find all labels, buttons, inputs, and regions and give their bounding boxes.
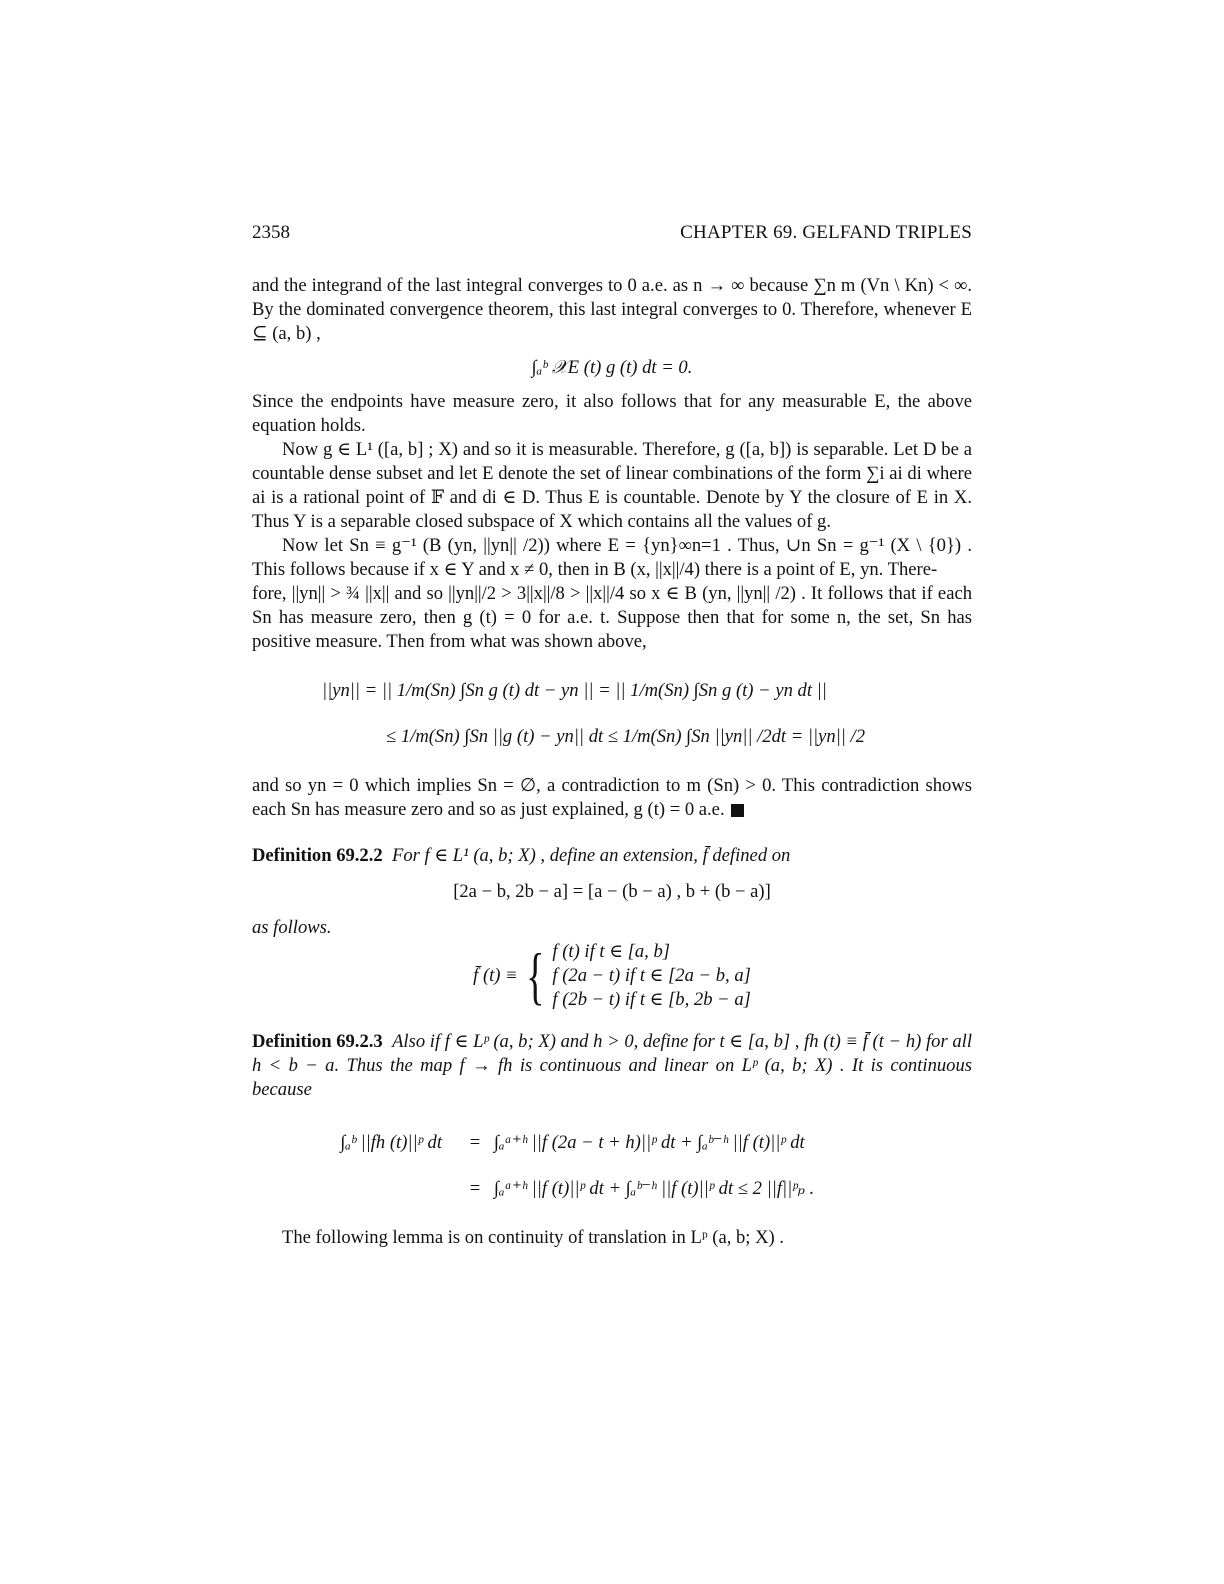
chapter-title: CHAPTER 69. GELFAND TRIPLES — [680, 222, 972, 243]
piecewise-cases — [552, 940, 750, 1012]
left-brace-icon: { — [525, 940, 545, 1011]
piecewise-definition — [252, 940, 972, 1012]
definition-69-2-3 — [252, 1030, 972, 1102]
equation-2-line-2 — [252, 714, 972, 760]
equation-3-line-2 — [252, 1166, 972, 1212]
paragraph-6: The following lemma is on continuity of translation in Lᵖ (a, b; X) . — [282, 1227, 785, 1248]
equation-3 — [252, 1120, 972, 1212]
definition-69-2-2 — [252, 844, 972, 868]
paragraph-2: Since the endpoints have measure zero, it also follows that for any measurable E, the above equation holds. — [252, 391, 972, 436]
equation-2 — [252, 668, 972, 760]
equation-3-lhs: ∫ₐᵇ ||fh (t)||ᵖ dt — [340, 1132, 442, 1153]
piecewise-lhs: f̄ (t) ≡ — [473, 965, 518, 986]
equation-2-line-2-text: ≤ 1/m(Sn) ∫Sn ||g (t) − yn|| dt ≤ 1/m(Sn) ∫Sn ||yn|| /2dt = ||yn|| /2 — [386, 726, 866, 747]
equals-sign: = — [469, 1132, 481, 1153]
equation-3-line-1 — [252, 1120, 972, 1166]
paragraph-5-text: and so yn = 0 which implies Sn = ∅, a contradiction to m (Sn) > 0. This contradiction shows each Sn has measure zero and so as just explained, g (t) = 0 a.e. — [252, 775, 972, 820]
paragraph-4b: fore, ||yn|| > ¾ ||x|| and so ||yn||/2 > 3||x||/8 > ||x||/4 so x ∈ B (yn, ||yn|| /2) . It follows that if each Sn has measure zero, then g (t) = 0 for a.e. t. Suppose then that for some n, the set, Sn has positive measure. Then from what was shown above, — [252, 583, 972, 652]
definition-label: Definition 69.2.3 — [252, 1031, 383, 1052]
paragraph-4a: Now let Sn ≡ g⁻¹ (B (yn, ||yn|| /2)) where E = {yn}∞n=1 . Thus, ∪n Sn = g⁻¹ (X \ {0}) . This follows because if x ∈ Y and x ≠ 0, then in B (x, ||x||/4) there is a point of E, yn. There- — [252, 535, 972, 580]
qed-square-icon — [731, 804, 744, 817]
page-body — [252, 274, 972, 1250]
definition-text: For f ∈ L¹ (a, b; X) , define an extension, f̄ defined on — [391, 845, 791, 866]
equation-2-line-1 — [252, 668, 972, 714]
definition-label: Definition 69.2.2 — [252, 845, 383, 866]
definition-text: Also if f ∈ Lᵖ (a, b; X) and h > 0, define for t ∈ [a, b] , fh (t) ≡ f̄ (t − h) for all h < b − a. Thus the map f → fh is continuous and linear on Lᵖ (a, b; X) . It is continuous because — [252, 1031, 972, 1100]
case-2: f (2a − t) if t ∈ [2a − b, a] — [552, 965, 751, 986]
paragraph-1: and the integrand of the last integral converges to 0 a.e. as n → ∞ because ∑n m (Vn \ Kn) < ∞. By the dominated convergence theorem, this last integral converges to 0. Therefore, whenever E ⊆ (a, b) , — [252, 275, 972, 344]
equation-2-line-1-text: ||yn|| = || 1/m(Sn) ∫Sn g (t) dt − yn || = || 1/m(Sn) ∫Sn g (t) − yn dt || — [322, 680, 827, 701]
page-number: 2358 — [252, 222, 290, 243]
case-1: f (t) if t ∈ [a, b] — [552, 941, 670, 962]
as-follows: as follows. — [252, 917, 332, 938]
equation-1: ∫ₐᵇ 𝒳E (t) g (t) dt = 0. — [531, 357, 693, 378]
paragraph-5 — [252, 774, 972, 822]
definition-equation: [2a − b, 2b − a] = [a − (b − a) , b + (b − a)] — [453, 881, 771, 902]
equation-3-rhs-2: ∫ₐᵃ⁺ʰ ||f (t)||ᵖ dt + ∫ₐᵇ⁻ʰ ||f (t)||ᵖ dt ≤ 2 ||f||ᵖₚ . — [494, 1178, 815, 1199]
equation-3-rhs-1: ∫ₐᵃ⁺ʰ ||f (2a − t + h)||ᵖ dt + ∫ₐᵇ⁻ʰ ||f (t)||ᵖ dt — [494, 1132, 805, 1153]
equals-sign: = — [469, 1178, 481, 1199]
paragraph-3: Now g ∈ L¹ ([a, b] ; X) and so it is measurable. Therefore, g ([a, b]) is separable. Let D be a countable dense subset and let E denote the set of linear combinations of the form ∑i ai di where ai is a rational point of 𝔽 and di ∈ D. Thus E is countable. Denote by Y the closure of E in X. Thus Y is a separable closed subspace of X which contains all the values of g. — [252, 439, 972, 532]
case-3: f (2b − t) if t ∈ [b, 2b − a] — [552, 989, 751, 1010]
